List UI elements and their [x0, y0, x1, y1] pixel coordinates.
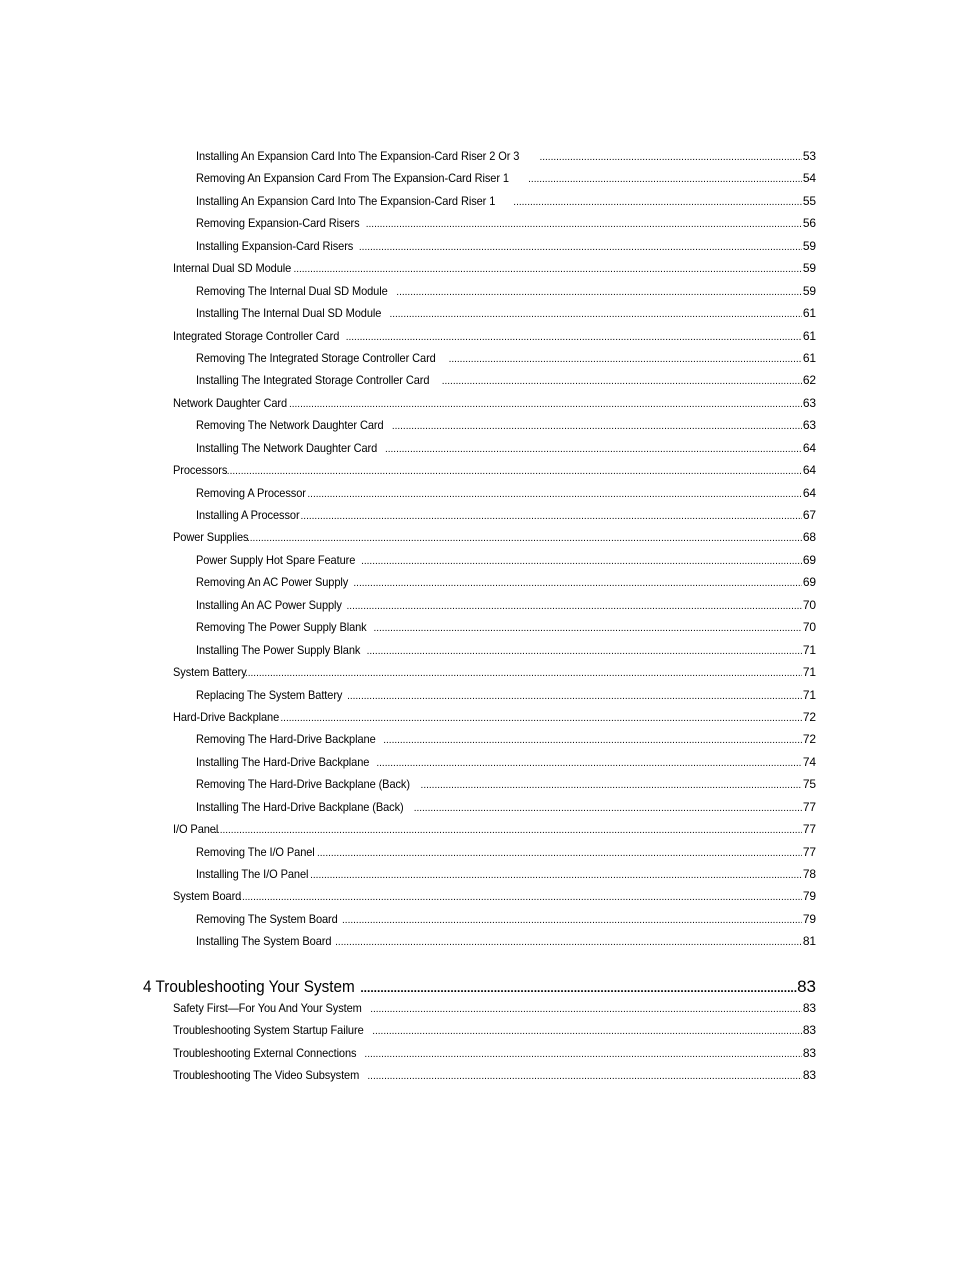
- toc-entry-title[interactable]: Installing Expansion-Card Risers: [196, 238, 354, 253]
- dot-leader: [280, 710, 802, 724]
- toc-entry-page-number[interactable]: 61: [802, 306, 816, 321]
- toc-entry[interactable]: [173, 1023, 816, 1045]
- toc-entry[interactable]: [196, 171, 816, 193]
- toc-entry-page-number[interactable]: 62: [802, 373, 816, 388]
- toc-entry-page-number[interactable]: 54: [802, 171, 816, 186]
- toc-entry[interactable]: [196, 149, 816, 171]
- toc-entry[interactable]: [173, 889, 816, 911]
- dot-leader: [359, 239, 802, 253]
- toc-entry[interactable]: [196, 486, 816, 508]
- dot-leader: [224, 463, 802, 477]
- dot-leader: [370, 1001, 802, 1015]
- toc-entry-title[interactable]: Removing An AC Power Supply: [196, 575, 349, 590]
- toc-entry[interactable]: [173, 329, 816, 351]
- toc-entry-title[interactable]: Processors: [173, 463, 228, 478]
- toc-entry[interactable]: [173, 822, 816, 844]
- dot-leader: [335, 934, 802, 948]
- toc-entry-title[interactable]: Removing The Power Supply Blank: [196, 620, 367, 635]
- dot-leader: [310, 867, 802, 881]
- toc-entry-page-number[interactable]: 67: [802, 508, 816, 522]
- toc-entry-title[interactable]: Replacing The System Battery: [196, 687, 343, 702]
- toc-entry-title[interactable]: Installing The Network Daughter Card: [196, 440, 378, 455]
- toc-entry[interactable]: [196, 643, 816, 665]
- toc-entry[interactable]: [173, 261, 816, 283]
- toc-entry[interactable]: [173, 396, 816, 418]
- dot-leader: [385, 441, 802, 455]
- dot-leader: [367, 643, 802, 657]
- toc-entry-title[interactable]: Installing An Expansion Card Into The Expansion-Card Riser 2 Or 3: [196, 149, 520, 163]
- toc-entry-title[interactable]: Installing The Integrated Storage Controller Card: [196, 373, 430, 388]
- toc-entry-page-number[interactable]: 70: [802, 597, 816, 612]
- dot-leader: [245, 665, 802, 679]
- toc-entry-page-number[interactable]: 69: [802, 552, 816, 567]
- dot-leader: [346, 329, 802, 343]
- toc-entry[interactable]: [196, 239, 816, 261]
- toc-section-after: [0, 1001, 954, 1091]
- toc-entry-page-number[interactable]: 83: [802, 1000, 816, 1015]
- toc-entry[interactable]: [196, 688, 816, 710]
- dot-leader: [389, 306, 802, 320]
- dot-leader: [364, 1046, 802, 1060]
- toc-entry[interactable]: [196, 194, 816, 216]
- dot-leader: [361, 553, 802, 567]
- toc-entry-page-number[interactable]: 81: [802, 934, 816, 949]
- toc-entry-title[interactable]: Removing The I/O Panel: [196, 844, 315, 859]
- toc-entry-title[interactable]: Power Supplies: [173, 530, 249, 545]
- toc-entry-title[interactable]: Removing The Integrated Storage Controller Card: [196, 350, 436, 365]
- dot-leader: [247, 530, 802, 544]
- toc-entry-page-number[interactable]: 77: [802, 822, 816, 837]
- toc-entry-title[interactable]: Network Daughter Card: [173, 395, 288, 410]
- toc-entry[interactable]: [196, 732, 816, 754]
- toc-entry-page-number[interactable]: 70: [802, 620, 816, 635]
- chapter-page-number[interactable]: 83: [797, 976, 816, 996]
- toc-entry-page-number[interactable]: 75: [802, 777, 816, 792]
- dot-leader: [293, 261, 802, 275]
- toc-entry[interactable]: [173, 463, 816, 485]
- toc-entry[interactable]: [173, 1068, 816, 1090]
- toc-entry[interactable]: [196, 598, 816, 620]
- chapter-title[interactable]: 4 Troubleshooting Your System: [143, 976, 355, 996]
- toc-entry[interactable]: [196, 441, 816, 463]
- toc-entry-page-number[interactable]: 83: [802, 1068, 816, 1083]
- dot-leader: [347, 598, 802, 612]
- toc-entry-page-number[interactable]: 55: [802, 193, 816, 208]
- dot-leader: [392, 418, 802, 432]
- dot-leader: [347, 688, 802, 702]
- toc-entry-page-number[interactable]: 59: [802, 261, 816, 276]
- toc-entry-title[interactable]: Hard-Drive Backplane: [173, 709, 280, 724]
- toc-entry-title[interactable]: System Board: [173, 889, 242, 904]
- toc-entry[interactable]: [196, 575, 816, 597]
- dot-leader: [307, 486, 802, 500]
- dot-leader: [289, 396, 802, 410]
- toc-entry-title[interactable]: Removing An Expansion Card From The Expansion-Card Riser 1: [196, 171, 509, 186]
- toc-entry-page-number[interactable]: 77: [802, 844, 816, 859]
- toc-entry-title[interactable]: Troubleshooting External Connections: [173, 1045, 357, 1060]
- toc-entry-title[interactable]: Installing The Hard-Drive Backplane: [196, 754, 370, 769]
- toc-entry[interactable]: [173, 1046, 816, 1068]
- dot-leader: [373, 620, 802, 634]
- toc-entry-title[interactable]: Installing An Expansion Card Into The Expansion-Card Riser 1: [196, 193, 496, 208]
- dot-leader: [372, 1023, 802, 1037]
- toc-entry[interactable]: [173, 530, 816, 552]
- toc-entry-page-number[interactable]: 79: [802, 911, 816, 926]
- dot-leader: [539, 149, 802, 163]
- toc-entry[interactable]: [196, 508, 816, 530]
- toc-entry-title[interactable]: Removing Expansion-Card Risers: [196, 216, 360, 231]
- toc-entry[interactable]: [173, 665, 816, 687]
- toc-entry-page-number[interactable]: 79: [802, 889, 816, 904]
- toc-entry-title[interactable]: Removing The System Board: [196, 911, 338, 926]
- dot-leader: [317, 845, 802, 859]
- toc-entry-title[interactable]: Removing The Hard-Drive Backplane (Back): [196, 777, 410, 792]
- toc-entry-title[interactable]: Removing The Network Daughter Card: [196, 418, 384, 433]
- toc-entry-page-number[interactable]: 63: [802, 418, 816, 433]
- toc-entry-title[interactable]: Troubleshooting System Startup Failure: [173, 1023, 364, 1038]
- toc-entry-page-number[interactable]: 74: [802, 754, 816, 769]
- toc-entry-title[interactable]: Installing A Processor: [196, 508, 300, 522]
- toc-entry[interactable]: [196, 755, 816, 777]
- dot-leader: [449, 351, 802, 365]
- toc-entry[interactable]: [196, 553, 816, 575]
- toc-entry-page-number[interactable]: 64: [802, 440, 816, 455]
- toc-entry[interactable]: [196, 934, 816, 956]
- dot-leader: [367, 1068, 802, 1082]
- dot-leader: [442, 373, 802, 387]
- toc-entry[interactable]: [196, 777, 816, 799]
- toc-entry-page-number[interactable]: 71: [802, 642, 816, 657]
- toc-entry-page-number[interactable]: 64: [802, 485, 816, 500]
- toc-section-before: [0, 149, 954, 957]
- dot-leader: [342, 912, 802, 926]
- toc-entry-title[interactable]: Power Supply Hot Spare Feature: [196, 552, 356, 567]
- toc-entry-page-number[interactable]: 56: [802, 216, 816, 231]
- toc-entry-page-number[interactable]: 78: [802, 867, 816, 881]
- dot-leader: [421, 777, 802, 791]
- dot-leader: [214, 822, 802, 836]
- toc-entry-title[interactable]: System Battery: [173, 665, 247, 680]
- dot-leader: [396, 284, 802, 298]
- dot-leader: [376, 755, 802, 769]
- toc-entry[interactable]: [196, 418, 816, 440]
- toc-entry-page-number[interactable]: 64: [802, 463, 816, 478]
- dot-leader: [360, 977, 797, 997]
- dot-leader: [366, 216, 802, 230]
- dot-leader: [301, 508, 802, 522]
- toc-entry-page-number[interactable]: 72: [802, 709, 816, 724]
- toc-entry-title[interactable]: Safety First—For You And Your System: [173, 1000, 362, 1015]
- toc-entry-title[interactable]: Installing The System Board: [196, 934, 332, 949]
- toc-entry-title[interactable]: Removing The Internal Dual SD Module: [196, 283, 388, 298]
- toc-entry[interactable]: [173, 710, 816, 732]
- toc-entry[interactable]: [196, 373, 816, 395]
- dot-leader: [528, 171, 802, 185]
- toc-entry[interactable]: [173, 1001, 816, 1023]
- toc-entry-title[interactable]: Removing A Processor: [196, 485, 306, 500]
- toc-entry-page-number[interactable]: 77: [802, 799, 816, 814]
- toc-entry-page-number[interactable]: 61: [802, 350, 816, 365]
- toc-entry[interactable]: [196, 867, 816, 889]
- toc-entry-page-number[interactable]: 69: [802, 575, 816, 590]
- toc-entry-page-number[interactable]: 71: [802, 687, 816, 702]
- dot-leader: [239, 889, 802, 903]
- toc-entry-title[interactable]: I/O Panel: [173, 822, 219, 837]
- toc-entry[interactable]: [196, 351, 816, 373]
- toc-entry[interactable]: [196, 216, 816, 238]
- toc-entry-title[interactable]: Troubleshooting The Video Subsystem: [173, 1068, 360, 1083]
- dot-leader: [414, 800, 802, 814]
- toc-entry-page-number[interactable]: 61: [802, 328, 816, 343]
- dot-leader: [383, 732, 802, 746]
- toc-entry-title[interactable]: Installing The Internal Dual SD Module: [196, 306, 382, 321]
- toc-entry-title[interactable]: Installing The Hard-Drive Backplane (Back): [196, 799, 404, 814]
- toc-chapter-heading[interactable]: [143, 977, 816, 999]
- toc-entry-title[interactable]: Internal Dual SD Module: [173, 261, 292, 276]
- toc-entry-title[interactable]: Installing The Power Supply Blank: [196, 642, 361, 657]
- toc-entry-page-number[interactable]: 83: [802, 1023, 816, 1038]
- toc-entry[interactable]: [196, 620, 816, 642]
- toc-entry-page-number[interactable]: 53: [802, 149, 816, 163]
- toc-entry-title[interactable]: Installing An AC Power Supply: [196, 597, 342, 612]
- toc-entry-page-number[interactable]: 59: [802, 238, 816, 253]
- toc-entry-title[interactable]: Integrated Storage Controller Card: [173, 328, 340, 343]
- toc-entry-title[interactable]: Removing The Hard-Drive Backplane: [196, 732, 376, 747]
- toc-entry-page-number[interactable]: 83: [802, 1045, 816, 1060]
- toc-entry[interactable]: [196, 912, 816, 934]
- toc-entry-page-number[interactable]: 71: [802, 665, 816, 680]
- table-of-contents: [0, 149, 954, 1091]
- toc-entry[interactable]: [196, 284, 816, 306]
- toc-entry-page-number[interactable]: 59: [802, 283, 816, 298]
- dot-leader: [513, 194, 802, 208]
- toc-entry[interactable]: [196, 845, 816, 867]
- toc-entry-page-number[interactable]: 72: [802, 732, 816, 747]
- toc-entry-page-number[interactable]: 63: [802, 395, 816, 410]
- toc-entry-title[interactable]: Installing The I/O Panel: [196, 867, 309, 881]
- dot-leader: [353, 575, 802, 589]
- toc-entry[interactable]: [196, 306, 816, 328]
- toc-entry-page-number[interactable]: 68: [802, 530, 816, 545]
- toc-entry[interactable]: [196, 800, 816, 822]
